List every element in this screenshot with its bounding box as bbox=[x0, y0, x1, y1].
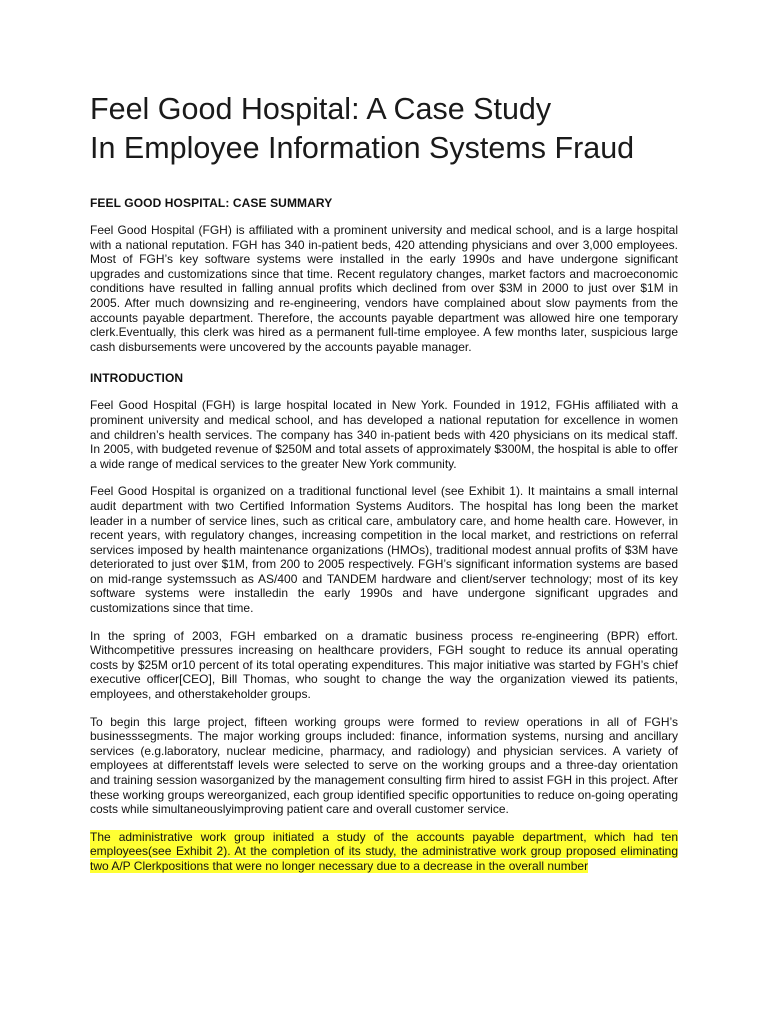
introduction-heading: INTRODUCTION bbox=[90, 371, 184, 386]
intro-paragraph-3: In the spring of 2003, FGH embarked on a dramatic business process re-engineering (BPR) effort. Withcompetitive pressures increasing on healthcare providers, FGH sought to reduce its annual operating costs by $25M or10 percent of its total operating expenditures. This major initiative was started by FGH’s chief executive officer[CEO], Bill Thomas, who sought to change the way the organization viewed its patients, employees, and otherstakeholder groups. bbox=[90, 628, 678, 702]
intro-paragraph-4: To begin this large project, fifteen working groups were formed to review operations in all of FGH’s businesssegments. The major working groups included: finance, information systems, nursing and ancillary services (e.g.laboratory, nuclear medicine, pharmacy, and radiology) and physician services. A variety of employees at differentstaff levels were selected to serve on the working groups and a three-day orientation and training session wasorganized by the management consulting firm hired to assist FGH in this project. After these working groups wereorganized, each group identified specific opportunities to reduce on-going operating costs while simultaneouslyimproving patient care and overall customer service. bbox=[90, 714, 678, 817]
title-line-1: Feel Good Hospital: A Case Study bbox=[90, 92, 552, 126]
case-summary-heading: FEEL GOOD HOSPITAL: CASE SUMMARY bbox=[90, 196, 333, 210]
intro-paragraph-1: Feel Good Hospital (FGH) is large hospital located in New York. Founded in 1912, FGHis affiliated with a prominent university and medical school, and has developed a national reputation for excellence in women and children’s health services. The company has 340 in-patient beds with 420 physicians on its medical staff. In 2005, with budgeted revenue of $250M and total assets of approximately $300M, the hospital is able to offer a wide range of medical services to the greater New York community. bbox=[90, 398, 678, 471]
case-summary-paragraph: Feel Good Hospital (FGH) is affiliated with a prominent university and medical school, and is a large hospital with a national reputation. FGH has 340 in-patient beds, 420 attending physicians and over 3,000 employees. Most of FGH’s key software systems were installed in the early 1990s and have undergone significant upgrades and customizations since that time. Recent regulatory changes, market factors and macroeconomic conditions have resulted in falling annual profits which declined from over $3M in 2000 to just over $1M in 2005. After much downsizing and re-engineering, vendors have complained about slow payments from the accounts payable department. Therefore, the accounts payable department was allowed hire one temporary clerk.Eventually, this clerk was hired as a permanent full-time employee. A few months later, suspicious large cash disbursements were uncovered by the accounts payable manager. bbox=[90, 223, 678, 354]
title-line-2: In Employee Information Systems Fraud bbox=[90, 131, 635, 165]
highlighted-text: The administrative work group initiated a study of the accounts payable department, which had ten employees(see Exhibit 2). At the completion of its study, the administrative work group proposed eliminating two A/P Clerkpositions that were no longer necessary due to a decrease in the overall number bbox=[90, 829, 678, 873]
intro-paragraph-2: Feel Good Hospital is organized on a traditional functional level (see Exhibit 1). It maintains a small internal audit department with two Certified Information Systems Auditors. The hospital has long been the market leader in a number of service lines, such as critical care, ambulatory care, and home health care. However, in recent years, with regulatory changes, increasing competition in the local market, and restrictions on referral services imposed by health maintenance organizations (HMOs), traditional modest annual profits of $3M have deteriorated to just over $1M, from 200 to 2005 respectively. FGH’s significant information systems are based on mid-range systemssuch as AS/400 and TANDEM hardware and client/server technology; most of its key software systems were installedin the early 1990s and have undergone significant upgrades and customizations since that time. bbox=[90, 484, 678, 616]
document-title bbox=[90, 90, 678, 168]
highlighted-paragraph bbox=[90, 830, 678, 874]
document-page bbox=[90, 90, 678, 874]
